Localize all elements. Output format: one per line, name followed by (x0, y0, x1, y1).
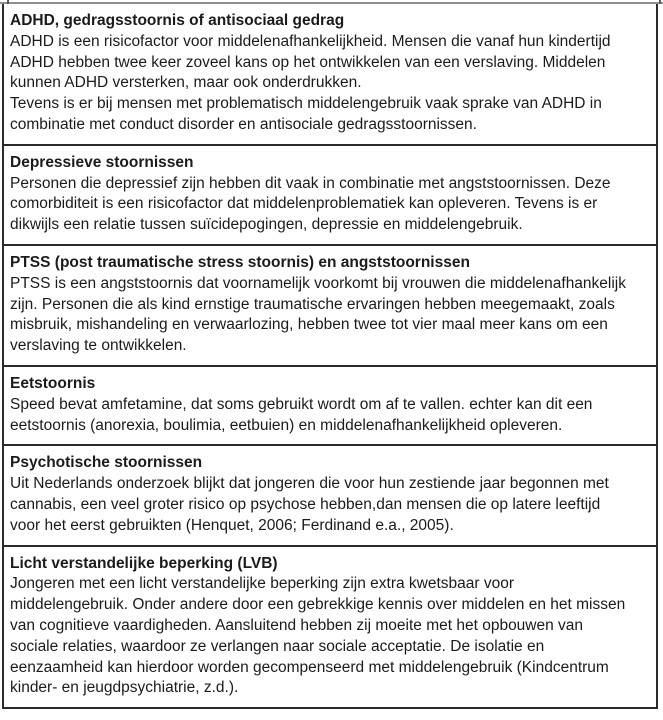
section-text-line: dikwijls een relatie tussen suïcidepogingen, depressie en middelengebruik. (10, 216, 523, 234)
section-title: Depressieve stoornissen (10, 153, 194, 171)
section-text-line: eetstoornis (anorexia, boulimia, eetbuien) en middelenafhankelijkheid opleveren. (10, 416, 563, 434)
section-text-line: Speed bevat amfetamine, dat soms gebruikt wordt om af te vallen. echter kan dit een (10, 395, 593, 413)
section-text-line: middelengebruik. Onder andere door een gebrekkige kennis over middelen en het missen (10, 596, 626, 614)
table-row (4, 367, 656, 446)
table-row (4, 146, 656, 246)
section-text-line: zijn. Personen die als kind ernstige traumatische ervaringen hebben meegemaakt, zoals (10, 295, 615, 313)
comorbidity-table (2, 4, 658, 709)
table-row (4, 446, 656, 546)
section-text-line: verslaving te ontwikkelen. (10, 337, 187, 355)
table-row (4, 246, 656, 367)
section-text-line: Uit Nederlands onderzoek blijkt dat jongeren die voor hun zestiende jaar begonnen met (10, 475, 609, 493)
section-title: Psychotische stoornissen (10, 454, 203, 472)
section-text-line: Tevens is er bij mensen met problematisch middelengebruik vaak sprake van ADHD in (10, 95, 602, 113)
section-title: Licht verstandelijke beperking (LVB) (10, 554, 278, 572)
table-row (4, 547, 656, 708)
section-text-line: voor het eerst gebruikten (Henquet, 2006; Ferdinand e.a., 2005). (10, 516, 454, 534)
crop-artifact-tick-right (659, 0, 661, 4)
section-text-line: comorbiditeit is een risicofactor dat middelenproblematiek kan opleveren. Tevens is er (10, 195, 598, 213)
section-text-line: Personen die depressief zijn hebben dit vaak in combinatie met angststoornissen. Deze (10, 174, 611, 192)
section-text-line: cannabis, een veel groter risico op psychose hebben,dan mensen die op latere leeftijd (10, 495, 601, 513)
section-text-line: kinder- en jeugdpsychiatrie, z.d.). (10, 679, 239, 697)
section-title: ADHD, gedragsstoornis of antisociaal gedrag (10, 12, 345, 29)
section-text-line: ADHD hebben twee keer zoveel kans op het ontwikkelen van een verslaving. Middelen (10, 53, 606, 71)
section-title: PTSS (post traumatische stress stoornis) en angststoornissen (10, 253, 470, 271)
section-text-line: PTSS is een angststoornis dat voornamelijk voorkomt bij vrouwen die middelenafhankelijk (10, 274, 627, 292)
section-text-line: sociale relaties, waardoor ze verlangen naar sociale acceptatie. De isolatie en (10, 637, 545, 655)
table-row (4, 4, 656, 146)
section-text-line: kunnen ADHD versterken, maar ook onderdrukken. (10, 74, 362, 92)
section-text-line: eenzaamheid kan hierdoor worden gecompenseerd met middelengebruik (Kindcentrum (10, 658, 609, 676)
section-text-line: Jongeren met een licht verstandelijke beperking zijn extra kwetsbaar voor (10, 575, 515, 593)
section-text-line: van cognitieve vaardigheden. Aansluitend hebben zij moeite met het opbouwen van (10, 616, 584, 634)
section-title: Eetstoornis (10, 374, 96, 392)
section-text-line: misbruik, mishandeling en verwaarlozing, hebben twee tot vier maal meer kans om een (10, 316, 608, 334)
section-text-line: combinatie met conduct disorder en antisociale gedragsstoornissen. (10, 115, 477, 133)
section-text-line: ADHD is een risicofactor voor middelenafhankelijkheid. Mensen die vanaf hun kindertijd (10, 32, 611, 50)
